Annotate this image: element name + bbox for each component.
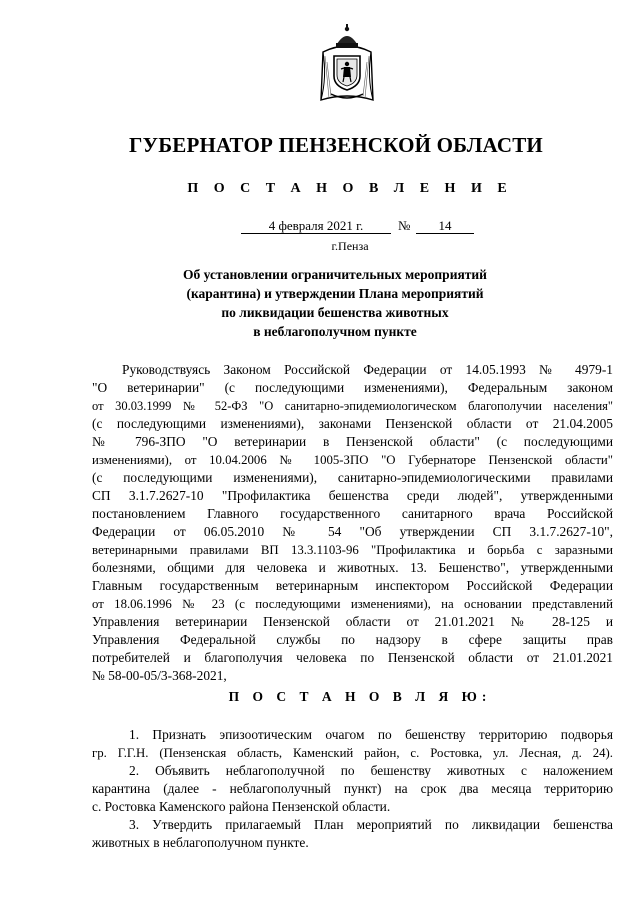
item-line: с. Ростовка Каменского района Пензенской области. [92,799,391,814]
paragraph-line: потребителей и благополучия человека по Пензенской области от 21.01.2021 [92,650,613,665]
item-line: 2. Объявить неблагополучной по бешенству животных с наложением [129,763,613,778]
paragraph-line: от 30.03.1999 № 52-ФЗ "О санитарно-эпидемиологическом благополучии населения" [92,399,613,413]
paragraph-line: СП 3.1.7.2627-10 "Профилактика бешенства среди людей", утвержденными [92,488,613,503]
title-line: в неблагополучном пункте [253,324,417,339]
item-line: 1. Признать эпизоотическим очагом по бешенству территорию подворья [129,727,613,742]
paragraph-line: ветеринарными правилами ВП 13.3.1103-96 "Профилактика и борьба с заразными [92,543,613,557]
resolve-heading: П О С Т А Н О В Л Я Ю: [228,689,492,704]
paragraph-line: от 18.06.1996 № 23 (с последующими изменениями), на основании представлений [92,597,613,611]
document-title [150,265,520,341]
item-line: гр. Г.Г.Н. (Пензенская область, Каменский район, с. Ростовка, ул. Лесная, д. 24). [92,746,613,760]
coat-of-arms-icon [317,22,377,106]
item-line: карантина (далее - неблагополучный пункт) на срок два месяца территорию [92,781,613,796]
paragraph-line: болезнями, общими для человека и животных. 13. Бешенство", утвержденными [92,560,613,575]
paragraph-line: Федерации от 06.05.2010 № 54 "Об утверждении СП 3.1.7.2627-10", [92,524,613,539]
paragraph-line: Управления Федеральной службы по надзору в сфере защиты прав [92,632,613,647]
authority-title: ГУБЕРНАТОР ПЕНЗЕНСКОЙ ОБЛАСТИ [129,133,543,157]
title-line: Об установлении ограничительных мероприятий [183,267,487,282]
resolution-items [92,726,613,852]
item-line: животных в неблагополучном пункте. [92,835,309,850]
document-city: г.Пенза [331,239,369,253]
paragraph-line: Главным государственным ветеринарным инспектором Российской Федерации [92,578,613,593]
preamble-paragraph [92,361,613,685]
title-line: по ликвидации бешенства животных [221,305,449,320]
paragraph-line: Руководствуясь Законом Российской Федерации от 14.05.1993 № 4979-1 [122,362,613,377]
paragraph-line: постановлением Главного государственного санитарного врача Российской [92,506,613,521]
paragraph-line: изменениями), от 10.04.2006 № 1005-ЗПО "О Губернаторе Пензенской области" [92,453,613,467]
paragraph-line: № 796-ЗПО "О ветеринарии в Пензенской области" (с последующими [92,434,613,449]
item-line: 3. Утвердить прилагаемый План мероприятий по ликвидации бешенства [129,817,613,832]
title-line: (карантина) и утверждении Плана мероприятий [186,286,484,301]
paragraph-line: № 58-00-05/3-368-2021, [92,668,227,683]
document-date: 4 февраля 2021 г. [241,219,391,234]
paragraph-line: (с последующими изменениями), санитарно-эпидемиологическими правилами [92,470,613,485]
document-number: 14 [416,219,474,234]
number-sign: № [398,218,411,233]
paragraph-line: Управления ветеринарии Пензенской области от 21.01.2021 № 28-125 и [92,614,613,629]
paragraph-line: "О ветеринарии" (с последующими изменениями), Федеральным законом [92,380,613,395]
document-type: П О С Т А Н О В Л Е Н И Е [187,181,513,196]
paragraph-line: (с последующими изменениями), законами Пензенской области от 21.04.2005 [92,416,613,431]
